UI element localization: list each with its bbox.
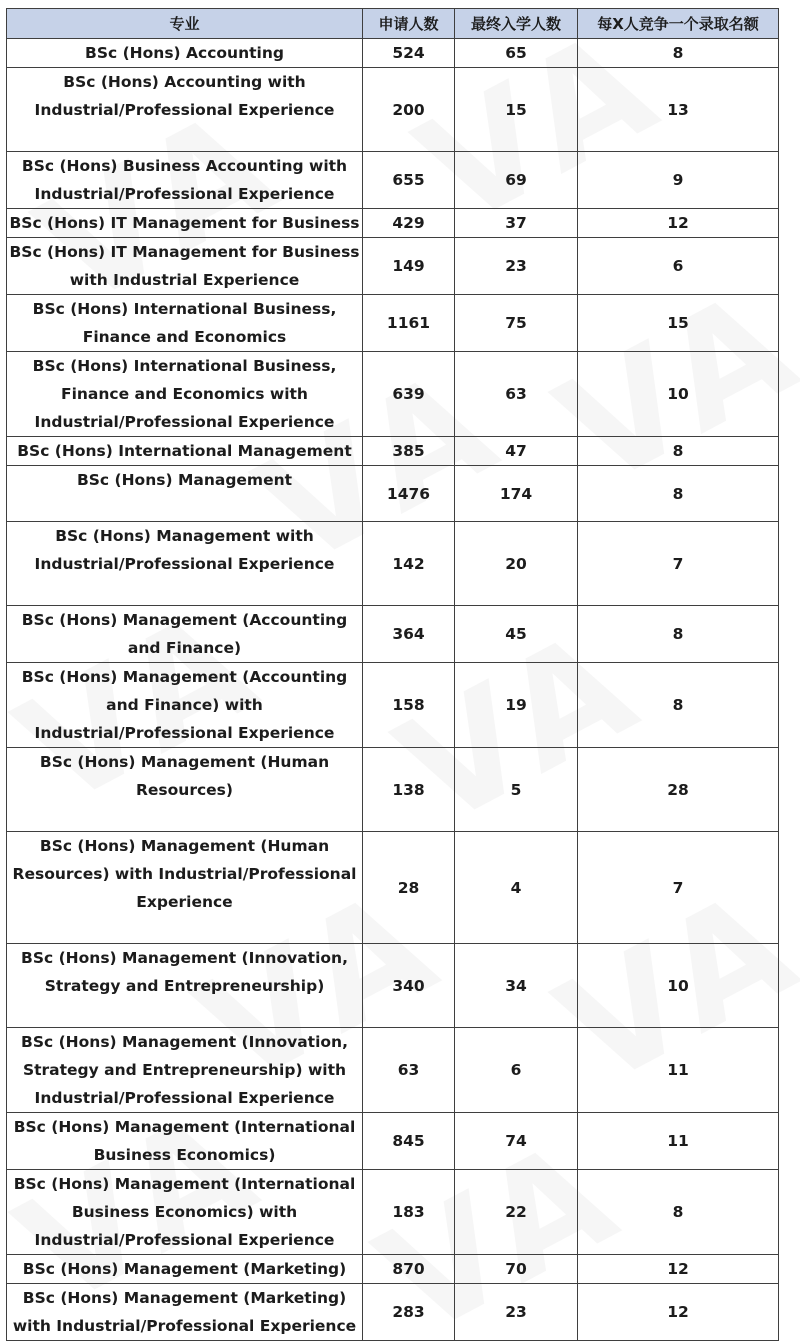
- applicants-cell: 429: [363, 209, 455, 238]
- applicants-cell: 385: [363, 437, 455, 466]
- table-row: [7, 1170, 779, 1255]
- table-row: [7, 748, 779, 832]
- enrolled-cell: 5: [455, 748, 578, 832]
- table-row: [7, 944, 779, 1028]
- table-body: [7, 39, 779, 1341]
- major-cell: BSc (Hons) Accounting: [7, 39, 363, 68]
- applicants-cell: 200: [363, 68, 455, 152]
- major-cell: BSc (Hons) Management (International Business Economics) with Industrial/Professional Experience: [7, 1170, 363, 1255]
- enrolled-cell: 47: [455, 437, 578, 466]
- table-row: [7, 68, 779, 152]
- major-cell: BSc (Hons) IT Management for Business with Industrial Experience: [7, 238, 363, 295]
- table-header-row: [7, 9, 779, 39]
- table-row: [7, 466, 779, 522]
- table-row: [7, 1113, 779, 1170]
- major-cell: BSc (Hons) Management (Accounting and Finance) with Industrial/Professional Experience: [7, 663, 363, 748]
- applicants-cell: 142: [363, 522, 455, 606]
- applicants-cell: 149: [363, 238, 455, 295]
- header-applicants: 申请人数: [363, 9, 455, 39]
- ratio-cell: 8: [578, 1170, 779, 1255]
- table-row: [7, 522, 779, 606]
- applicants-cell: 63: [363, 1028, 455, 1113]
- ratio-cell: 9: [578, 152, 779, 209]
- major-cell: BSc (Hons) Business Accounting with Industrial/Professional Experience: [7, 152, 363, 209]
- enrolled-cell: 19: [455, 663, 578, 748]
- enrolled-cell: 69: [455, 152, 578, 209]
- major-cell: BSc (Hons) Accounting with Industrial/Professional Experience: [7, 68, 363, 152]
- applicants-cell: 1161: [363, 295, 455, 352]
- ratio-cell: 28: [578, 748, 779, 832]
- major-cell: BSc (Hons) IT Management for Business: [7, 209, 363, 238]
- enrolled-cell: 70: [455, 1255, 578, 1284]
- enrolled-cell: 23: [455, 1284, 578, 1341]
- enrolled-cell: 23: [455, 238, 578, 295]
- ratio-cell: 8: [578, 466, 779, 522]
- major-cell: BSc (Hons) International Business, Finance and Economics: [7, 295, 363, 352]
- major-cell: BSc (Hons) Management (International Business Economics): [7, 1113, 363, 1170]
- table-row: [7, 295, 779, 352]
- header-major: 专业: [7, 9, 363, 39]
- ratio-cell: 7: [578, 832, 779, 944]
- applicants-cell: 340: [363, 944, 455, 1028]
- major-cell: BSc (Hons) Management (Innovation, Strategy and Entrepreneurship) with Industrial/Professional Experience: [7, 1028, 363, 1113]
- table-row: [7, 1028, 779, 1113]
- applicants-cell: 870: [363, 1255, 455, 1284]
- applicants-cell: 524: [363, 39, 455, 68]
- table-row: [7, 152, 779, 209]
- major-cell: BSc (Hons) Management (Innovation, Strategy and Entrepreneurship): [7, 944, 363, 1028]
- table-row: [7, 39, 779, 68]
- major-cell: BSc (Hons) Management with Industrial/Professional Experience: [7, 522, 363, 606]
- major-cell: BSc (Hons) Management (Accounting and Finance): [7, 606, 363, 663]
- table-row: [7, 663, 779, 748]
- ratio-cell: 12: [578, 1255, 779, 1284]
- major-cell: BSc (Hons) Management (Human Resources): [7, 748, 363, 832]
- ratio-cell: 8: [578, 663, 779, 748]
- ratio-cell: 11: [578, 1113, 779, 1170]
- applicants-cell: 28: [363, 832, 455, 944]
- enrolled-cell: 65: [455, 39, 578, 68]
- enrolled-cell: 15: [455, 68, 578, 152]
- applicants-cell: 283: [363, 1284, 455, 1341]
- table-row: [7, 352, 779, 437]
- table-row: [7, 606, 779, 663]
- table-row: [7, 437, 779, 466]
- major-cell: BSc (Hons) Management: [7, 466, 363, 522]
- applicants-cell: 183: [363, 1170, 455, 1255]
- ratio-cell: 12: [578, 209, 779, 238]
- major-cell: BSc (Hons) Management (Human Resources) with Industrial/Professional Experience: [7, 832, 363, 944]
- applicants-cell: 1476: [363, 466, 455, 522]
- enrolled-cell: 34: [455, 944, 578, 1028]
- admissions-table: [6, 8, 779, 1341]
- ratio-cell: 8: [578, 606, 779, 663]
- ratio-cell: 8: [578, 437, 779, 466]
- ratio-cell: 7: [578, 522, 779, 606]
- enrolled-cell: 6: [455, 1028, 578, 1113]
- applicants-cell: 639: [363, 352, 455, 437]
- table-row: [7, 1255, 779, 1284]
- enrolled-cell: 37: [455, 209, 578, 238]
- ratio-cell: 6: [578, 238, 779, 295]
- major-cell: BSc (Hons) Management (Marketing): [7, 1255, 363, 1284]
- applicants-cell: 138: [363, 748, 455, 832]
- table-row: [7, 209, 779, 238]
- table-row: [7, 238, 779, 295]
- enrolled-cell: 63: [455, 352, 578, 437]
- table-row: [7, 1284, 779, 1341]
- major-cell: BSc (Hons) International Business, Finance and Economics with Industrial/Professional Experience: [7, 352, 363, 437]
- enrolled-cell: 75: [455, 295, 578, 352]
- ratio-cell: 10: [578, 944, 779, 1028]
- header-enrolled: 最终入学人数: [455, 9, 578, 39]
- applicants-cell: 845: [363, 1113, 455, 1170]
- major-cell: BSc (Hons) International Management: [7, 437, 363, 466]
- header-ratio: 每X人竞争一个录取名额: [578, 9, 779, 39]
- major-cell: BSc (Hons) Management (Marketing) with Industrial/Professional Experience: [7, 1284, 363, 1341]
- table-row: [7, 832, 779, 944]
- ratio-cell: 10: [578, 352, 779, 437]
- enrolled-cell: 45: [455, 606, 578, 663]
- ratio-cell: 8: [578, 39, 779, 68]
- enrolled-cell: 22: [455, 1170, 578, 1255]
- applicants-cell: 364: [363, 606, 455, 663]
- enrolled-cell: 174: [455, 466, 578, 522]
- ratio-cell: 11: [578, 1028, 779, 1113]
- ratio-cell: 12: [578, 1284, 779, 1341]
- applicants-cell: 158: [363, 663, 455, 748]
- ratio-cell: 13: [578, 68, 779, 152]
- applicants-cell: 655: [363, 152, 455, 209]
- ratio-cell: 15: [578, 295, 779, 352]
- enrolled-cell: 4: [455, 832, 578, 944]
- enrolled-cell: 74: [455, 1113, 578, 1170]
- enrolled-cell: 20: [455, 522, 578, 606]
